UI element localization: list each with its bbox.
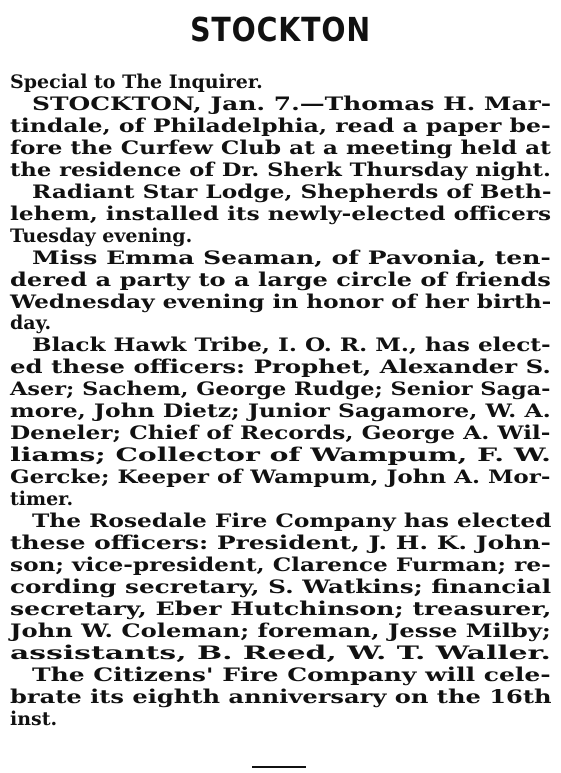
article-line bbox=[32, 510, 551, 532]
article-line-text: timer. bbox=[10, 488, 74, 511]
article-line bbox=[10, 203, 551, 225]
article-line bbox=[10, 444, 551, 466]
article-line-text: liams; Collector of Wampum, F. W. bbox=[10, 444, 551, 467]
article-line bbox=[10, 642, 551, 664]
article-line-text: lehem, installed its newly-elected officers bbox=[10, 202, 552, 225]
article-line bbox=[10, 378, 551, 400]
article-line bbox=[32, 247, 551, 269]
article-line-text: day. bbox=[10, 312, 52, 335]
headline: STOCKTON bbox=[190, 10, 371, 49]
end-rule bbox=[252, 766, 306, 768]
article-line-text: inst. bbox=[10, 707, 58, 730]
article-line bbox=[32, 334, 551, 356]
article-line-text: brate its eighth anniversary on the 16th bbox=[10, 685, 552, 708]
article-line bbox=[10, 269, 551, 291]
article-line-text: Miss Emma Seaman, of Pavonia, ten- bbox=[32, 246, 551, 269]
article-line bbox=[10, 532, 551, 554]
article-line-text: the residence of Dr. Sherk Thursday night. bbox=[10, 158, 551, 181]
article-line-text: these officers: President, J. H. K. John- bbox=[10, 531, 551, 554]
article-line-text: Special to The Inquirer. bbox=[10, 71, 263, 93]
article-line-text: Black Hawk Tribe, I. O. R. M., has elect- bbox=[32, 334, 551, 357]
article-line-text: Deneler; Chief of Records, George A. Wil- bbox=[10, 422, 551, 445]
article-line-text: fore the Curfew Club at a meeting held at bbox=[10, 136, 551, 159]
article-line bbox=[10, 356, 551, 378]
article-line bbox=[10, 686, 551, 708]
article-line bbox=[10, 159, 551, 181]
article-line-text: The Citizens' Fire Company will cele- bbox=[32, 663, 551, 686]
article-line-text: Radiant Star Lodge, Shepherds of Beth- bbox=[32, 180, 552, 203]
article-line bbox=[10, 554, 551, 576]
article-line bbox=[32, 664, 551, 686]
article-line bbox=[10, 312, 551, 334]
article-line bbox=[32, 181, 551, 203]
article-line bbox=[10, 466, 551, 488]
article-line bbox=[10, 137, 551, 159]
article-line bbox=[10, 598, 551, 620]
article-line-text: more, John Dietz; Junior Sagamore, W. A. bbox=[10, 400, 551, 423]
article-line-text: cording secretary, S. Watkins; financial bbox=[10, 575, 552, 598]
article-line-text: The Rosedale Fire Company has elected bbox=[32, 510, 552, 532]
article-line bbox=[10, 576, 551, 598]
article-line bbox=[10, 400, 551, 422]
article-line-text: Tuesday evening. bbox=[10, 224, 193, 247]
article-line-text: Aser; Sachem, George Rudge; Senior Saga- bbox=[10, 378, 551, 401]
article-line bbox=[10, 488, 551, 510]
article-line bbox=[10, 115, 551, 137]
article-line-text: secretary, Eber Hutchinson; treasurer, bbox=[10, 597, 552, 620]
article-line bbox=[10, 620, 551, 642]
article-line bbox=[10, 291, 551, 313]
article-line-text: son; vice-president, Clarence Furman; re- bbox=[10, 553, 551, 576]
article-line-text: John W. Coleman; foreman, Jesse Milby; bbox=[10, 619, 551, 642]
article-line-text: STOCKTON, Jan. 7.—Thomas H. Mar- bbox=[32, 92, 552, 115]
article-line bbox=[32, 93, 551, 115]
article-line-text: dered a party to a large circle of friends bbox=[10, 268, 551, 291]
article-line bbox=[10, 225, 551, 247]
article-line-text: assistants, B. Reed, W. T. Waller. bbox=[10, 641, 551, 664]
article-line-text: Gercke; Keeper of Wampum, John A. Mor- bbox=[10, 466, 551, 489]
article-line bbox=[10, 71, 551, 93]
article-line bbox=[10, 708, 551, 730]
article-line bbox=[10, 422, 551, 444]
article-line-text: Wednesday evening in honor of her birth- bbox=[10, 290, 552, 313]
article-line-text: tindale, of Philadelphia, read a paper be- bbox=[10, 114, 551, 137]
article-line-text: ed these officers: Prophet, Alexander S. bbox=[10, 356, 551, 379]
